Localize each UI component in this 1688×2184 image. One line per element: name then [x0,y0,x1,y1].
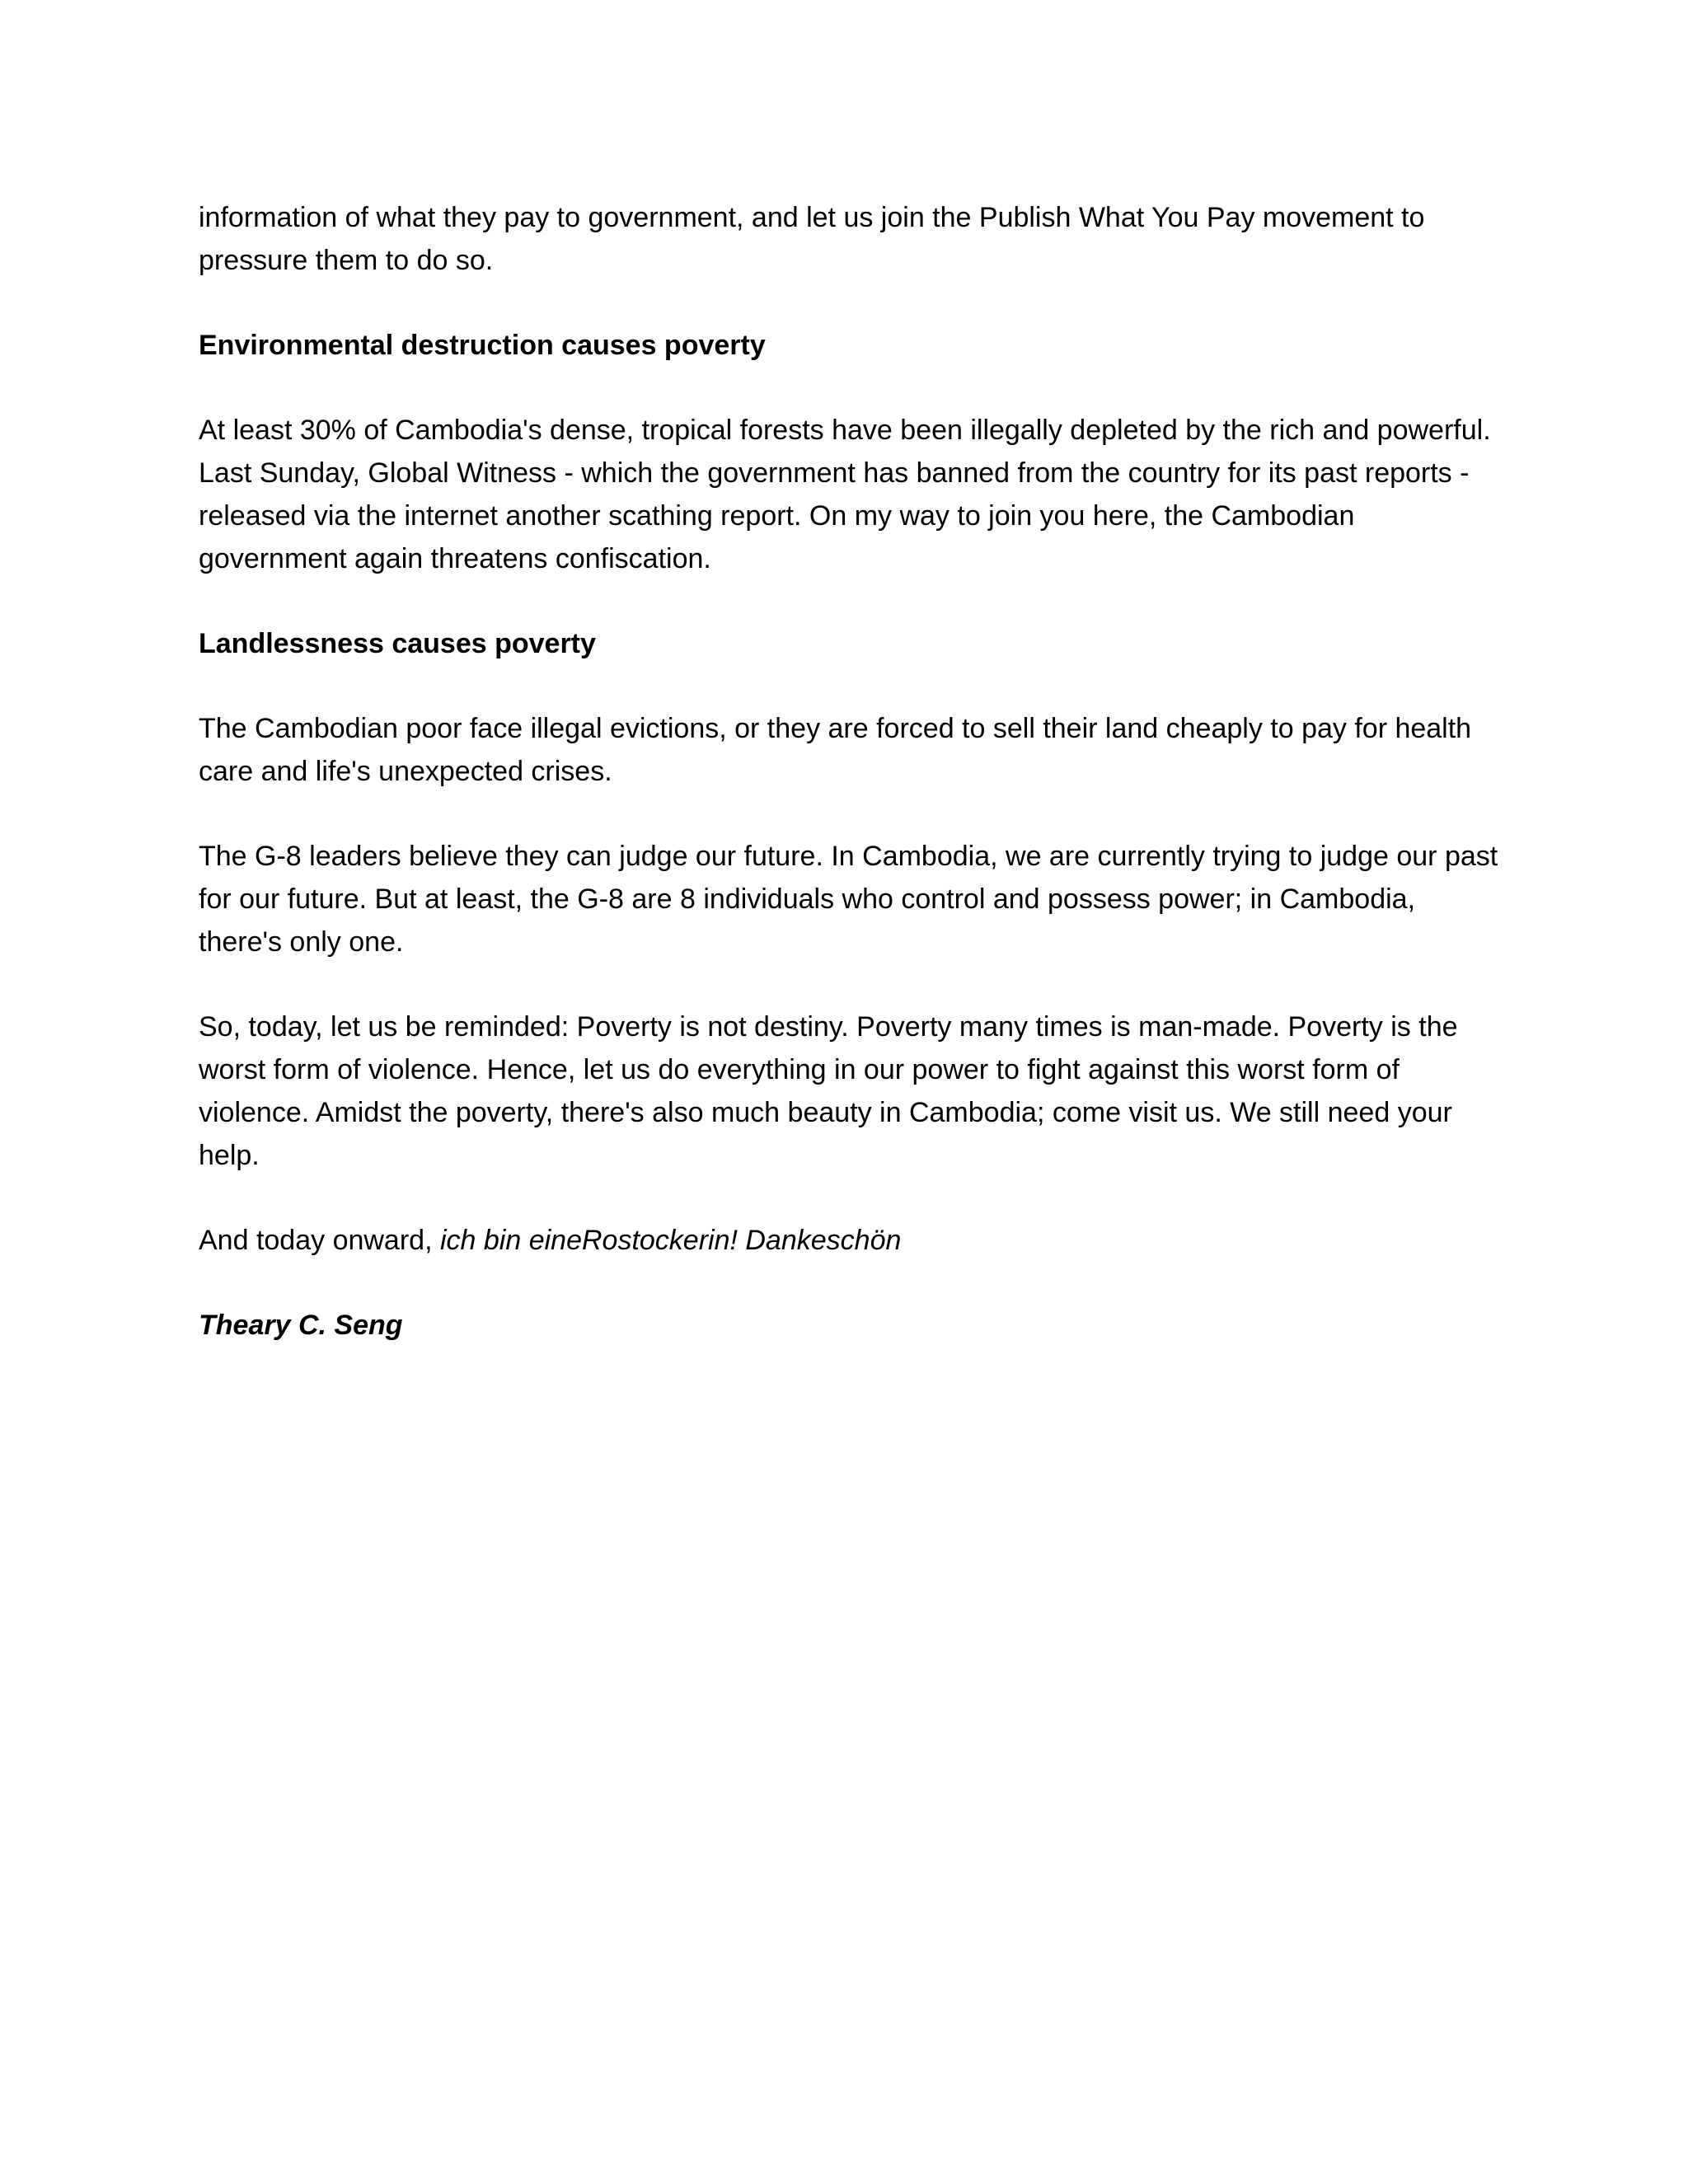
paragraph-g8-leaders: The G-8 leaders believe they can judge our future. In Cambodia, we are currently trying to judge our past for our future. But at least, the G-8 are 8 individuals who control and possess power; in Cambodia, there's only one. [199,841,1498,958]
paragraph-closing [199,1219,1501,1262]
signature: Theary C. Seng [199,1310,403,1341]
paragraph-poverty-not-destiny: So, today, let us be reminded: Poverty is not destiny. Poverty many times is man-made. Poverty is the worst form of violence. Hence, let us do everything in our power to fight against this worst form of violence. Amidst the poverty, there's also much beauty in Cambodia; come visit us. We still need your help. [199,1011,1458,1171]
closing-lead-text: And today onward, [199,1225,440,1256]
heading-landlessness: Landlessness causes poverty [199,628,596,659]
heading-environmental-destruction: Environmental destruction causes poverty [199,330,766,361]
document-body [199,196,1501,1389]
closing-italic-text: ich bin eineRostockerin! Dankeschön [439,1225,902,1256]
paragraph-evictions: The Cambodian poor face illegal evictions, or they are forced to sell their land cheaply to pay for health care and life's unexpected crises. [199,713,1472,787]
paragraph-forests: At least 30% of Cambodia's dense, tropical forests have been illegally depleted by the rich and powerful. Last Sunday, Global Witness - which the government has banned from the country for its past reports - released via the internet another scathing report. On my way to join you here, the Cambodian government again threatens confiscation. [199,415,1491,574]
paragraph-publish-what-you-pay: information of what they pay to government, and let us join the Publish What You Pay movement to pressure them to do so. [199,202,1425,276]
